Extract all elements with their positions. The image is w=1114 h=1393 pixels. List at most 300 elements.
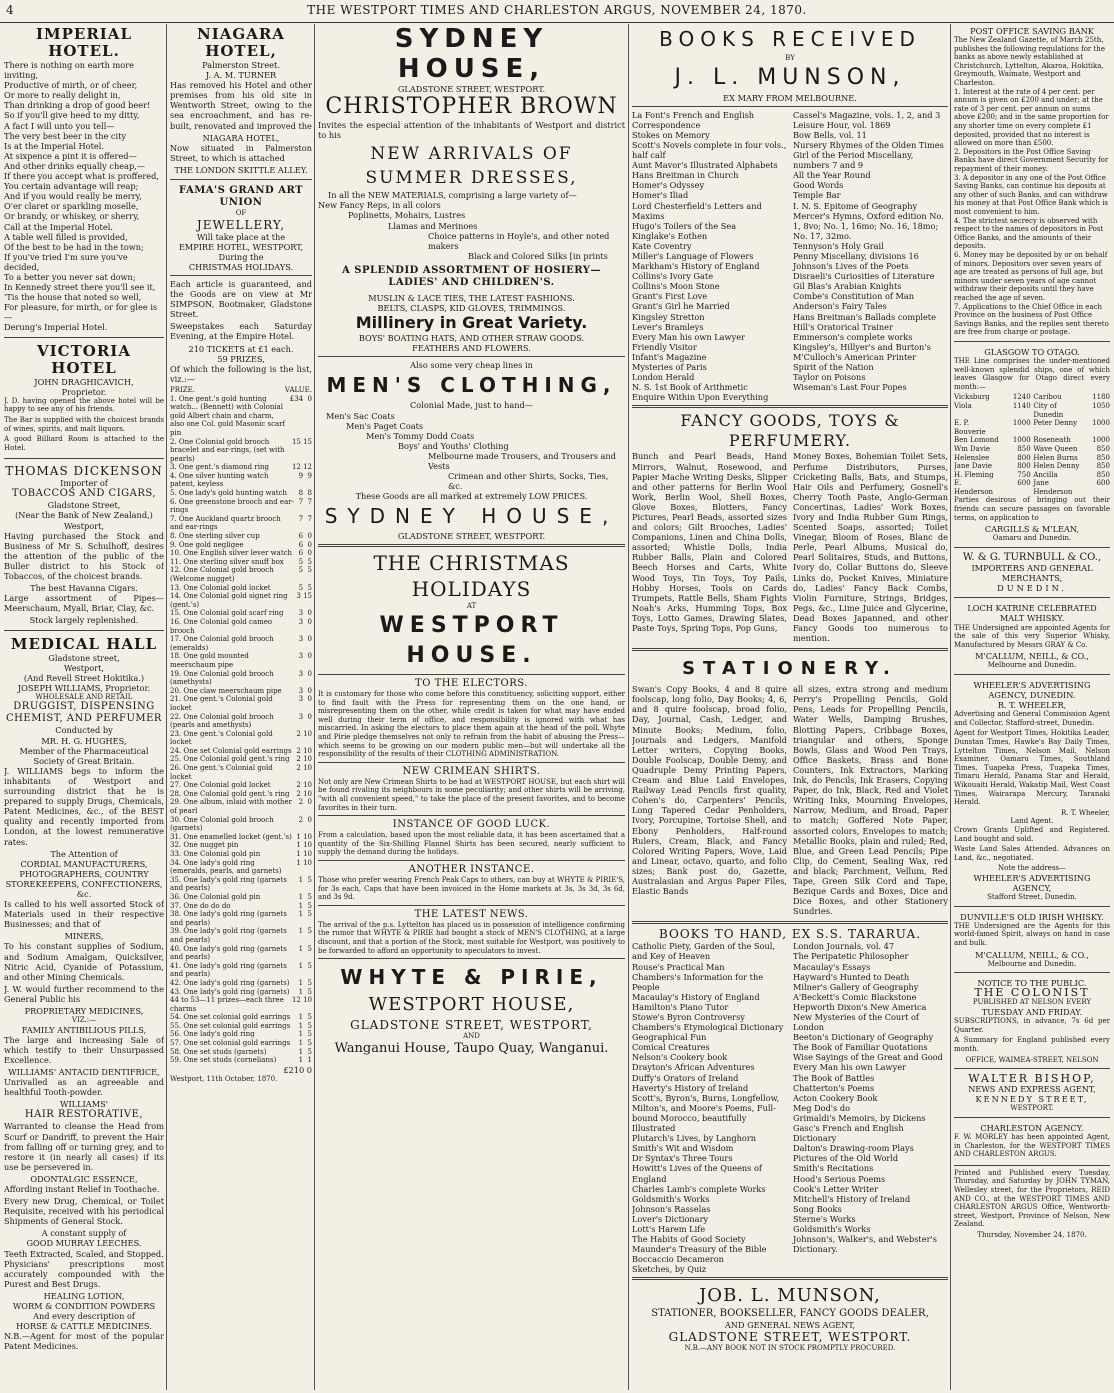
turnbull-ad [954, 551, 1110, 598]
whyte-pirie-heading: WHYTE & PIRIE, [340, 965, 603, 990]
book-item: Wise Sayings of the Great and Good [793, 1052, 943, 1063]
divider [170, 275, 312, 276]
charleston-text: F. W. MORLEY has been appointed Agent, in Charleston, for the WESTPORT TIMES AND CHARLESTON ARGUS. [954, 1133, 1110, 1159]
colonist-title: THE COLONIST [974, 986, 1090, 1000]
book-item: Macaulay's Essays [793, 961, 871, 972]
book-item: Drayton's African Adventures [632, 1062, 755, 1073]
trousers: Melbourne made Trousers, and Trousers and Vests [428, 450, 616, 471]
prize-value: 5 5 [298, 566, 312, 575]
fama-title: FAMA'S GRAND ART UNION [178, 185, 304, 209]
poem-line: In Kennedy street there you'll see it, [4, 282, 156, 293]
medical-hughes: MR. H. G. HUGHES, [41, 735, 127, 746]
silks-line [318, 251, 625, 261]
medical-town: Westport, [63, 662, 105, 673]
column-5 [954, 24, 1110, 1390]
prize-description: 38. One lady's gold ring (garnets and pearls) [170, 910, 287, 927]
imperial-hotel-ad [4, 24, 164, 338]
ship-name: Helen Denny [1033, 462, 1080, 471]
prize-description: 57. One set colonial gold earrings [170, 1039, 291, 1048]
ship-name: H. Fleming [954, 470, 994, 479]
ships-table [954, 393, 1110, 496]
column-rule [628, 24, 629, 1390]
book-item: Temple Bar [793, 190, 841, 201]
ship-name: Peter Denny [1033, 419, 1078, 428]
prize-row [170, 592, 312, 609]
book-item: Mysteries of Paris [632, 362, 707, 373]
prize-description: 34. One lady's gold ring (emeralds, pearls, and garnets) [170, 858, 282, 876]
ship-tonnage: 850 [1017, 444, 1031, 453]
column-rule [166, 24, 167, 1390]
divider [318, 544, 625, 547]
medical-every: Every new Drug, Chemical, or Toilet Requisite, received with his periodical Shipments of General Stock. [4, 1196, 164, 1227]
loch-text: THE Undersigned are appointed Agents for the sale of this very Superior Whisky, Manufactured by Messrs GRAY & Co. [954, 623, 1110, 649]
by-label: BY [785, 54, 795, 62]
imprint [954, 1169, 1110, 1240]
prize-header-label: PRIZE. [170, 385, 195, 394]
turnbull-dunedin: DUNEDIN. [997, 583, 1067, 594]
divider [632, 648, 948, 651]
book-item: Emmerson's complete works [793, 331, 913, 342]
prize-description: 20. One claw meerschaum pipe [170, 686, 282, 695]
ship-name: Ancilla [1033, 470, 1058, 479]
tararua-list-left [632, 941, 787, 1274]
fancy-goods-list [632, 451, 948, 645]
book-item: Meg Dod's do [793, 1102, 851, 1113]
fama-tickets: 210 TICKETS at £1 each. [188, 343, 294, 354]
crimean-text: Not only are New Crimean Shirts to be had at WESTPORT HOUSE, but each shirt will be found rivaling its neighbours in some peculiarity; and other shirts will be arriving, "with all convenient speed," to take the place of the present favorites, and to become favorites in their turn. [318, 777, 625, 812]
boys-hats: BOYS' BOATING HATS, AND OTHER STRAW GOODS. [358, 333, 585, 344]
book-item: Friendly Visitor [632, 341, 697, 352]
at-label: AT [466, 602, 477, 611]
prize-row [170, 859, 312, 876]
munson-heading: J. L. MUNSON, [674, 64, 906, 90]
ship-row [954, 419, 1110, 436]
poem-line: Or more to really delight in, [4, 90, 121, 101]
book-item: Scott's Novels complete in four vols., half calf [632, 139, 787, 161]
prize-description: 21. One gent.'s Colonial gold locket [170, 695, 273, 712]
medical-hair-text: Warranted to cleanse the Head from Scurf or Dandriff, to prevent the Hair from falling off or turning grey, and to restore it (in nearly all cases) if its use be persevered in. [4, 1121, 164, 1172]
book-item: Markham's History of England [632, 261, 760, 272]
bishop-title: WALTER BISHOP, [968, 1072, 1096, 1086]
medical-cordial: CORDIAL MANUFACTURERS, PHOTOGRAPHERS, COUNTRY STOREKEEPERS, CONFECTIONERS, &c. [5, 858, 163, 899]
prize-row [170, 609, 312, 618]
book-item: Goldsmith's Works [793, 1223, 871, 1234]
sac-coats: Men's Sac Coats [326, 410, 395, 421]
ship-row [954, 436, 1110, 445]
prize-description: 19. One Colonial gold brooch (amethysts) [170, 669, 274, 687]
poem-line: O'er claret or sparkling moselle, [4, 201, 139, 212]
tararua-list [632, 941, 948, 1274]
munson-agent: AND GENERAL NEWS AGENT, [724, 1319, 856, 1330]
fama-art-union-ad [170, 183, 312, 1088]
ship-row [954, 445, 1110, 454]
ship-tonnage: 850 [1096, 462, 1110, 471]
post-office-ad [954, 24, 1110, 342]
post-office-rule: 7. Applications to the Chief Office in each Province on the business of Post Office Savings Banks, and the replies sent thereto are free from charge or postage. [954, 302, 1109, 337]
ship-tonnage: 1000 [1012, 419, 1031, 428]
divider [318, 860, 625, 861]
victoria-hotel-ad [4, 341, 164, 460]
prize-value: 1 10 [296, 858, 312, 867]
ship-tonnage: 850 [1096, 453, 1110, 462]
prize-description: 12. One Colonial gold brooch (Welcome nugget) [170, 566, 274, 583]
prize-description: 7. One Auckland quartz brooch and ear-rings [170, 514, 281, 532]
book-item: Nursery Rhymes of the Olden Times [793, 139, 944, 150]
book-item: Aunt Mavor's Illustrated Alphabets [632, 160, 778, 171]
prize-row [170, 532, 312, 541]
medical-trade: WHOLESALE AND RETAIL [35, 692, 133, 701]
niagara-title: NIAGARA HOTEL, [197, 25, 285, 60]
loch-melb: Melbourne and Dunedin. [987, 661, 1077, 670]
book-item: Cook's Letter Writer [793, 1183, 878, 1194]
prize-row [170, 670, 312, 687]
poem-line: So if you'll give heed to my ditty, [4, 110, 140, 121]
ship-row [954, 462, 1110, 471]
post-office-rule: 1. Interest at the rate of 4 per cent. per annum is given on £200 and under; at the rate of 3 per cent. per annum on sums above £200; and in the same proportion for any shorter time on every complete £1 deposited, provided that no interest is allowed on more than £500. [954, 87, 1109, 148]
colonist-ad [954, 976, 1110, 1069]
prize-value: 5 5 [298, 557, 312, 566]
fancy-reps: New Fancy Reps, in all colors [318, 200, 441, 211]
victoria-hotel-title: VICTORIA HOTEL [37, 341, 131, 377]
prize-description: 55. One set colonial gold earrings [170, 1021, 291, 1030]
prize-value: 1 5 [298, 1047, 312, 1056]
book-item: Pictures of the Old World [793, 1153, 899, 1164]
prize-row [170, 713, 312, 730]
victoria-text: A good Billiard Room is attached to the Hotel. [4, 435, 164, 452]
loch-mcallum: M'CALLUM, NEILL, & CO., [975, 651, 1089, 662]
books-list-left [632, 110, 787, 403]
munson-gladstone: GLADSTONE STREET, WESTPORT. [668, 1329, 912, 1344]
book-item: Collins's Ivory Gate [632, 271, 714, 282]
sydney-street-footer: GLADSTONE STREET, WESTPORT. [397, 531, 546, 542]
wheeler-text: Advertising and General Commission Agent and Collector, Stafford-street, Dunedin. [954, 710, 1110, 727]
poem-line: There is nothing on earth more inviting, [4, 60, 134, 81]
wheeler-ad [954, 678, 1110, 907]
book-item: Macaulay's History of England [632, 991, 760, 1002]
prize-value: 1 5 [298, 910, 312, 919]
divider [632, 106, 948, 107]
ship-name: Caribou [1033, 393, 1062, 402]
masthead-title: THE WESTPORT TIMES AND CHARLESTON ARGUS, NOVEMBER 24, 1870. [307, 3, 807, 17]
luck-heading: INSTANCE OF GOOD LUCK. [392, 819, 551, 831]
prize-description: 39. One lady's gold ring (garnets and pearls) [170, 927, 287, 944]
medical-dent-text: Unrivalled as an agreeable and healthful Tooth-powder. [4, 1077, 164, 1098]
book-item: Penny Miscellany, divisions 16 [793, 251, 919, 261]
medical-lotion: HEALING LOTION, [43, 1290, 125, 1301]
book-item: Acton Cookery Book [793, 1092, 878, 1103]
poem-line: Is at the Imperial Hotel. [4, 140, 104, 151]
charleston-title: CHARLESTON AGENCY. [980, 1123, 1084, 1133]
cheap-lines: Also some very cheap lines in [410, 360, 533, 371]
niagara-now: Now situated in Palmerston Street, to which is attached [170, 142, 312, 163]
prize-description: 15. One Colonial gold scarf ring [170, 609, 284, 618]
llamas: Llamas and Merinoes [388, 220, 478, 231]
electors-text: It is customary for those who come before this constituency, soliciting support, either to find fault with the Press for representing them on the one hand, or misrepresenting them on the other, while credit is taken for what may have ended well during their term of office, and responsibility is ignored with what has miscarried. In asking the electors to place them again at the head of the poll, Whyte and Pirie pledge themselves not only to refrain from the habit of abusing the Press—which seems to be growing on our modern public men—but will undertake all the responsibility of the results of their CLOTHING ADMINISTRATION. [318, 690, 625, 759]
prize-row [170, 1013, 312, 1022]
book-item: Smith's Recitations [793, 1163, 874, 1174]
book-item: Hill's Oratorical Trainer [793, 321, 893, 332]
prize-value: 3 0 [298, 609, 312, 618]
prize-value: 2 10 [296, 781, 312, 790]
prize-value: 1 5 [298, 1039, 312, 1048]
book-item: The Book of Familiar Quotations [793, 1042, 928, 1053]
ship-tonnage: 1000 [1012, 436, 1031, 445]
book-item: N. S. 1st Book of Arithmetic [632, 382, 748, 393]
prize-description: 33. One Colonial gold pin [170, 850, 261, 858]
tommy-dodd-coats: Men's Tommy Dodd Coats [366, 430, 475, 441]
book-item: Every Man his own Lawyer [793, 1062, 906, 1073]
turnbull-importers: IMPORTERS AND GENERAL [971, 563, 1093, 574]
dunville-title: DUNVILLE'S OLD IRISH WHISKY. [960, 911, 1104, 922]
prize-description: 37. One do do do [170, 901, 231, 910]
news-text: The arrival of the p.s. Lyttelton has placed us in possession of intelligence confirming the rumor that WHYTE & PIRIE had bought a stock of MEN'S CLOTHING, at a large discount, and that a portion of the Stock, most suitable for Westport, was positively to be forwarded to afford an opportunity to speculators to invest. [318, 920, 625, 955]
book-item: Chambers's Information for the People [632, 971, 764, 992]
medical-attn: The Attention of [50, 848, 118, 859]
niagara-addr: Palmerston Street. [202, 60, 280, 70]
prize-value: 1 10 [296, 832, 312, 841]
dickenson-addr: Gladstone Street, [47, 500, 121, 511]
fancy-goods-heading: FANCY GOODS, TOYS & PERFUMERY. [680, 411, 900, 451]
book-item: Charles Lamb's complete Works [632, 1183, 766, 1194]
wanganui-house: Wanganui House, Taupo Quay, Wanganui. [334, 1040, 609, 1056]
prize-value: 1 5 [298, 961, 312, 970]
medical-recommend: J. W. would further recommend to the General Public his [4, 983, 164, 1004]
prize-description: 3. One gent.'s diamond ring [170, 463, 269, 472]
prize-description: 11. One sterling silver snuff box [170, 557, 284, 566]
book-item: Smith's Wit and Wisdom [632, 1143, 734, 1154]
prize-description: 16. One Colonial gold cameo brooch [170, 617, 273, 635]
post-office-rule: The New Zealand Gazette, of March 25th, publishes the following regulations for the banks as above newly established at Christchurch, Lyttelton, Akaroa, Hokitika, Greymouth, Waimate, Westport and Charleston. [954, 36, 1105, 88]
prize-value: 1 5 [298, 901, 312, 910]
book-item: Gasc's French and English Dictionary [793, 1123, 904, 1144]
post-office-title: POST OFFICE SAVING BANK [970, 26, 1094, 36]
muslin: MUSLIN & LACE TIES, THE LATEST FASHIONS. [368, 292, 575, 303]
post-office-text [954, 36, 1110, 337]
book-item: Lott's Harem Life [632, 1223, 706, 1234]
glasgow-ad [954, 345, 1110, 548]
and-label: AND [463, 1032, 480, 1041]
ship-row [954, 393, 1110, 402]
prize-description: 43. One lady's gold ring (garnets) [170, 987, 290, 996]
prize-row [170, 988, 312, 997]
medical-williams: WILLIAMS' [60, 1099, 108, 1110]
book-item: Milner's Gallery of Geography [793, 981, 919, 992]
post-office-rule: 2. Depositors in the Post Office Saving Banks have direct Government Security for repayment of their money. [954, 147, 1109, 173]
prize-value: 2 10 [296, 729, 312, 738]
prize-row [170, 764, 312, 781]
prize-row [170, 1030, 312, 1039]
books-list [632, 110, 948, 403]
niagara-hotel-ad [170, 24, 312, 180]
materials: In all the NEW MATERIALS, comprising a large variety of— [328, 190, 577, 201]
value-header-label: VALUE. [284, 385, 312, 394]
christmas-holidays-heading: THE CHRISTMAS HOLIDAYS [373, 551, 570, 602]
oamaru: Oamaru and Dunedin. [992, 534, 1072, 543]
charleston-ad [954, 1121, 1110, 1166]
medical-pills: FAMILY ANTIBILIOUS PILLS, [21, 1024, 147, 1035]
imperial-hotel-poem [4, 60, 164, 333]
wheeler-stafford: Stafford Street, Dunedin. [987, 893, 1077, 902]
book-item: Rouse's Practical Man [632, 961, 725, 972]
fama-sweep: Sweepstakes each Saturday Evening, at the Empire Hotel. [170, 321, 312, 342]
medical-nb: N.B.—Agent for most of the popular Patent Medicines. [4, 1331, 164, 1352]
glasgow-text: THE Line comprises the under-mentioned well-known splendid ships, one of which leaves Glasgow for Otago direct every month:— [954, 356, 1110, 391]
dickenson-trade: TOBACCOS AND CIGARS, [11, 488, 157, 500]
prize-description: 17. One Colonial gold brooch (emeralds) [170, 635, 274, 652]
prize-row [170, 910, 312, 927]
medical-odont: ODONTALGIC ESSENCE, [30, 1173, 138, 1184]
column-rule [950, 24, 951, 1390]
medical-every2: And every description of [33, 1311, 135, 1322]
wheeler-title: WHEELER'S ADVERTISING [973, 679, 1091, 690]
prize-value: 1 5 [298, 927, 312, 936]
prize-description: 1. One gent.'s gold hunting watch... (Bennett) with Colonial gold Albert chain and charm, also one Col. gold Masonic scarf pin [170, 394, 286, 437]
prize-row [170, 747, 312, 756]
fama-prizes: 59 PRIZES, [217, 353, 265, 364]
christopher-brown: CHRISTOPHER BROWN [325, 94, 618, 120]
prize-description: 10. One English silver lever watch [170, 549, 293, 558]
turnbull-title: W. & G. TURNBULL & CO., [962, 551, 1102, 563]
divider [318, 958, 625, 959]
medical-owner: JOSEPH WILLIAMS, Proprietor. [17, 682, 151, 693]
poem-line: And other drinks equally cheap,— [4, 160, 146, 171]
divider [632, 1277, 948, 1280]
prize-value: 3 0 [298, 617, 312, 626]
prize-row [170, 687, 312, 696]
book-item: Grant's Girl he Married [632, 301, 730, 312]
prize-description: 23. One gent.'s Colonial gold locket [170, 729, 273, 747]
book-item: The Habits of Good Society [632, 1234, 746, 1245]
prize-value: 8 8 [298, 489, 312, 498]
fama-of: OF [235, 209, 247, 218]
book-item: Leisure Hour, vol. 1869 [793, 119, 891, 130]
medical-presc: Physicians' prescriptions most accurately compounded with the Purest and Best Drugs. [4, 1258, 164, 1289]
book-item: Hamilton's Piano Tutor [632, 1001, 729, 1012]
book-item: Gil Blas's Arabian Knights [793, 281, 902, 292]
prize-row [170, 472, 312, 489]
niagara-owner: J. A. M. TURNER [205, 70, 277, 81]
prize-value: 6 0 [298, 540, 312, 549]
poem-line: 'Tis the house that noted so well, [4, 292, 142, 303]
prize-row [170, 945, 312, 962]
book-item: Bow Bells, vol. 11 [793, 129, 867, 140]
prize-description: 44 to 53—11 prizes—each three charms [170, 996, 284, 1013]
crimean-heading: NEW CRIMEAN SHIRTS. [402, 765, 541, 777]
book-item: Goldsmith's Works [632, 1193, 710, 1204]
page-number: 4 [6, 3, 14, 17]
poem-line: A fact I will unto you tell— [4, 120, 115, 131]
book-item: Spirit of the Nation [793, 362, 874, 373]
column-2 [170, 24, 312, 1390]
fancy-goods-left: Bunch and Pearl Beads, Hand Mirrors, Walnut, Rosewood, and Papier Mache Writing Desks, Slipper and other patterns for Berlin Wool Work, Berlin Wool, Shell Boxes, Glove Boxes, Blotters, Fancy Pictures, Pearl Beads, assorted sizes and colors; Gilt Brooches, Ladies' Companions, Linen and China Dolls, assorted; Whistle Dolls, India Rubber Balls, Plain and Colored Beech Horses and Carts, White Wood Toys, Tin Toys, Toy Pails, Hobby Horses, Tools on Cards Trumpets, Rattle Bells, Sham Fights Noah's Arks, Humming Tops, Box Toys, Lotto Games, Drawing Slates, Paste Toys, Spring Tops, Pop Guns, [632, 451, 787, 633]
poplinetts: Poplinetts, Mohairs, Lustres [348, 210, 466, 221]
poem-line: You certain advantage will reap; [4, 181, 139, 192]
prize-description: 14. One Colonial gold signet ring (gent.'s) [170, 592, 288, 609]
dickenson-best: The best Havanna Cigars. [30, 583, 138, 594]
book-item: Infant's Magazine [632, 351, 707, 362]
fama-holidays: CHRISTMAS HOLIDAYS. [188, 261, 294, 272]
prize-row [170, 438, 312, 464]
prize-value: 2 10 [296, 746, 312, 755]
book-item: New Mysteries of the Court of London [793, 1012, 919, 1033]
ship-tonnage: 1140 [1012, 401, 1031, 410]
munson-stationer: STATIONER, BOOKSELLER, FANCY GOODS DEALER, [651, 1308, 929, 1320]
prize-value: £34 0 [289, 394, 312, 403]
divider [318, 815, 625, 816]
prize-value: 1 5 [298, 944, 312, 953]
medical-hair: HAIR RESTORATIVE, [24, 1109, 144, 1121]
wheeler-rt2: R. T. Wheeler, [1061, 808, 1110, 817]
post-office-rule: 6. Money may be deposited by or on behalf of minors. Depositors over seven years of age are treated as persons of full age, but minors under seven years of age cannot withdraw their deposits until they have reached the age of seven. [954, 250, 1108, 302]
ship-name: City of Dunedin [1033, 401, 1064, 419]
electors-heading: TO THE ELECTORS. [415, 678, 528, 690]
prize-row [170, 730, 312, 747]
prize-row [170, 893, 312, 902]
book-item: Hepworth Dixon's New America [793, 1001, 927, 1012]
book-item: Sketches, by Quiz [632, 1264, 707, 1275]
another-heading: ANOTHER INSTANCE. [408, 863, 535, 875]
ship-tonnage: 800 [1017, 462, 1031, 471]
prize-value: 15 15 [291, 437, 312, 446]
book-item: London Herald [632, 372, 695, 383]
prize-description: 22. One Colonial gold brooch (pearls and amethysts) [170, 712, 274, 730]
prize-value: 1 5 [298, 892, 312, 901]
prize-description: 59. One set studs (cornelians) [170, 1056, 277, 1065]
poem-line: Call at the Imperial Hotel. [4, 221, 113, 232]
ship-name: Vicksburg [954, 393, 990, 402]
book-item: Homer's Iliad [632, 190, 689, 201]
prize-value: 3 0 [298, 712, 312, 721]
prize-row [170, 463, 312, 472]
prize-row [170, 566, 312, 583]
book-item: Grimaldi's Memoirs, by Dickens [793, 1112, 926, 1123]
wheeler-waste: Waste Land Sales Attended. Advances on Land, &c., negotiated. [954, 845, 1110, 862]
colonist-office: OFFICE, WAIMEA-STREET, NELSON [965, 1055, 1099, 1064]
prize-row [170, 652, 312, 669]
imperial-hotel-title: IMPERIAL HOTEL. [35, 25, 132, 60]
sydney-street: GLADSTONE STREET, WESTPORT. [397, 84, 546, 94]
medical-proprietary: PROPRIETARY MEDICINES, [24, 1006, 144, 1016]
dickenson-stock: Stock largely replenished. [29, 615, 139, 626]
prize-row [170, 498, 312, 515]
paget-coats: Men's Paget Coats [346, 420, 424, 431]
book-item: Hans Breitman's Ballads complete [793, 311, 936, 322]
prize-row [170, 927, 312, 944]
ship-tonnage: 800 [1017, 453, 1031, 462]
book-item: Duffy's Orators of Ireland [632, 1072, 739, 1083]
wheeler-crown: Crown Grants Uplifted and Registered. Land bought and sold. [954, 825, 1110, 843]
medical-pills-text: The large and increasing Sale of which testify to their Unsurpassed Excellence. [4, 1034, 164, 1065]
prize-row [170, 876, 312, 893]
prize-row [170, 781, 312, 790]
ship-row [954, 454, 1110, 463]
ship-tonnage: 750 [1017, 470, 1031, 479]
book-item: La Font's French and English Correspondence [632, 109, 755, 130]
prize-row [170, 902, 312, 911]
prize-value: 2 10 [296, 755, 312, 764]
medical-miners: MINERS, [64, 931, 104, 942]
book-item: Homer's Odyssey [632, 180, 705, 191]
choice-patterns: Choice patterns in Hoyle's, and other noted makers [428, 230, 610, 251]
book-item: Kingsley's, Hillyer's and Burton's [793, 341, 931, 352]
book-item: Miller's Language of Flowers [632, 251, 754, 261]
book-item: Hans Breitman in Church [632, 170, 739, 181]
book-item: Dr Syntax's Three Tours [632, 1153, 733, 1164]
book-item: Geographical Fun [632, 1032, 707, 1043]
ship-row [954, 471, 1110, 480]
ship-name: Wave Queen [1033, 444, 1078, 453]
fama-empire: EMPIRE HOTEL, WESTPORT, [178, 241, 304, 252]
